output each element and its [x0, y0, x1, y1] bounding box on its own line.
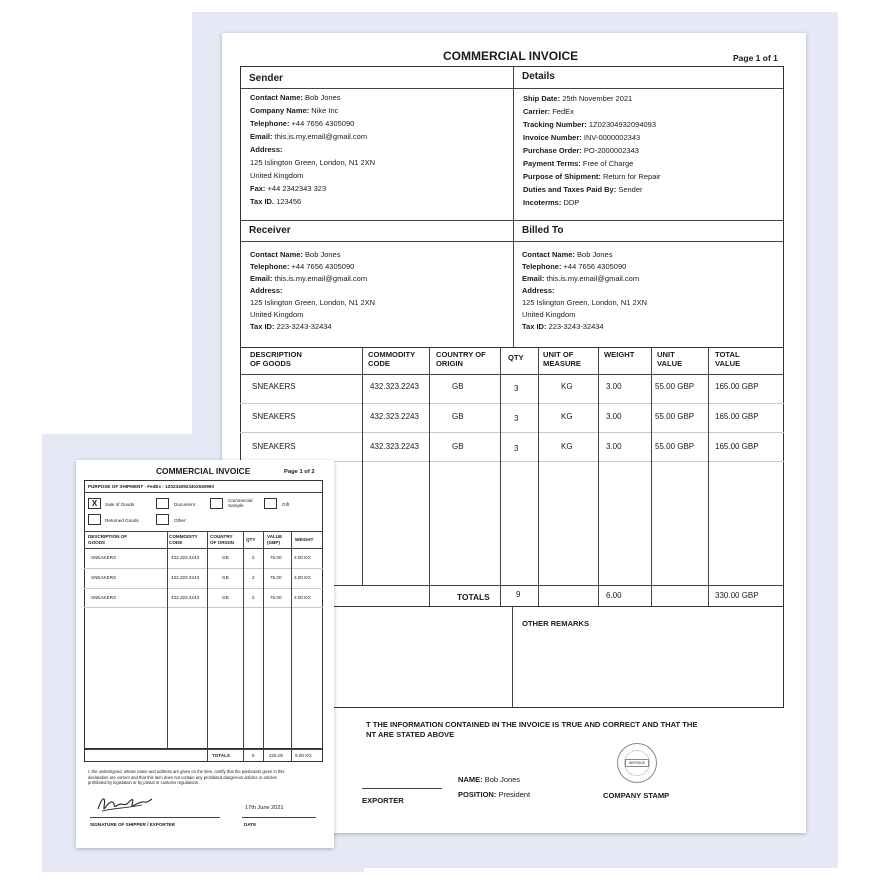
receiver-field-row — [250, 287, 283, 296]
signature-image — [94, 793, 154, 815]
field-label: Address: — [522, 286, 555, 295]
small-invoice-title: COMMERCIAL INVOICE — [156, 466, 251, 476]
company-stamp-label: COMPANY STAMP — [603, 791, 670, 800]
invoice-title: COMMERCIAL INVOICE — [443, 49, 579, 63]
col-divider — [263, 531, 264, 762]
column-header-line: VALUE — [715, 359, 741, 369]
field-label: Payment Terms: — [523, 159, 581, 168]
checkbox-label: Commercial Sample — [228, 498, 253, 509]
details-field-row — [523, 199, 579, 208]
column-header-line: CODE — [368, 359, 390, 369]
row-divider — [240, 403, 784, 404]
table-cell: 3.00 KG — [294, 555, 311, 560]
field-value: 223-3243-32434 — [276, 322, 332, 331]
col-divider — [243, 531, 244, 762]
table-cell: GB — [452, 442, 464, 451]
col-divider — [500, 347, 501, 607]
address-grid-divider — [513, 66, 514, 348]
field-value: FedEx — [552, 107, 574, 116]
field-label: Purchase Order: — [523, 146, 582, 155]
small-totals-weight: 9.00 KG — [295, 753, 312, 758]
table-cell: SNEAKERS — [252, 382, 296, 391]
field-value: 125 Islington Green, London, N1 2XN — [250, 298, 376, 307]
row-divider — [84, 588, 323, 589]
divider — [240, 220, 784, 221]
column-header — [604, 350, 634, 359]
signature-line — [362, 788, 442, 789]
field-value: Bob Jones — [577, 250, 613, 259]
details-field-row — [523, 186, 643, 195]
checkbox-label: Returned Goods — [105, 518, 139, 523]
field-label: Invoice Number: — [523, 133, 582, 142]
billed_to-field-row — [522, 287, 555, 296]
field-label: Contact Name: — [522, 250, 575, 259]
details-field-row — [523, 95, 632, 104]
col-divider — [598, 347, 599, 607]
totals-row — [84, 749, 323, 762]
field-label: Tax ID. — [250, 197, 275, 206]
field-label: Ship Date: — [523, 94, 561, 103]
field-value: 123456 — [276, 197, 302, 206]
column-header — [368, 350, 415, 368]
field-label: Tax ID: — [250, 322, 275, 331]
table-cell: 55.00 GBP — [655, 442, 695, 451]
table-cell: 2 — [252, 555, 255, 560]
column-header — [295, 537, 313, 543]
billed_to-field-row — [522, 299, 647, 308]
column-header — [657, 350, 682, 368]
col-divider — [651, 347, 652, 607]
column-header — [267, 534, 282, 545]
billed_to-field-row — [522, 263, 626, 272]
table-cell: 55.00 GBP — [655, 412, 695, 421]
totals-qty: 9 — [516, 590, 521, 599]
sender-field-row — [250, 146, 283, 155]
column-header-line: DESCRIPTION OF — [88, 534, 128, 539]
column-header — [210, 534, 234, 545]
column-header-line: (GBP) — [267, 539, 281, 545]
field-value: 1Z02304932094093 — [588, 120, 657, 129]
receiver-heading: Receiver — [249, 225, 291, 236]
details-field-row — [523, 108, 574, 117]
sender-field-row — [250, 198, 301, 207]
column-header-line: UNIT — [657, 350, 675, 359]
column-header-line: VALUE — [657, 359, 683, 369]
receiver-field-row — [250, 299, 375, 308]
table-cell: 75.00 — [270, 595, 282, 600]
checkbox-label: Other: — [174, 518, 187, 523]
column-header-line: VALUE — [267, 534, 283, 539]
col-divider — [429, 347, 430, 607]
field-label: Company Name: — [250, 106, 310, 115]
field-value: United Kingdom — [250, 310, 304, 319]
table-cell: GB — [222, 575, 229, 580]
field-value: this.is.my.email@gmail.com — [546, 274, 640, 283]
field-value: +44 2342343 323 — [267, 184, 327, 193]
sender-field-row — [250, 159, 375, 168]
billed_to-field-row — [522, 323, 604, 332]
table-cell: SNEAKERS — [252, 442, 296, 451]
table-cell: 3.00 — [606, 382, 622, 391]
column-header-line: UNIT OF — [543, 350, 574, 359]
column-header-line: WEIGHT — [295, 537, 314, 542]
row-divider — [240, 432, 784, 433]
table-cell: 165.00 GBP — [715, 412, 759, 421]
column-header-line: TOTAL — [715, 350, 740, 359]
table-cell: 2 — [252, 595, 255, 600]
table-cell: SNEAKERS — [91, 575, 117, 580]
checkbox-label: Document — [174, 502, 195, 507]
field-label: Purpose of Shipment: — [523, 172, 601, 181]
totals-label: TOTALS — [457, 592, 490, 602]
receiver-field-row — [250, 275, 367, 284]
field-label: Address: — [250, 286, 283, 295]
table-cell: 55.00 GBP — [655, 382, 695, 391]
sender-field-row — [250, 133, 367, 142]
field-label: Tax ID: — [522, 322, 547, 331]
exporter-label: EXPORTER — [362, 796, 404, 805]
field-label: Carrier: — [523, 107, 551, 116]
other-remarks-label: OTHER REMARKS — [522, 619, 590, 628]
table-cell: KG — [561, 412, 573, 421]
remarks-divider — [512, 606, 513, 708]
checkbox[interactable]: X — [88, 498, 101, 509]
billed_to-field-row — [522, 275, 639, 284]
col-divider — [538, 347, 539, 607]
checkbox[interactable] — [210, 498, 223, 509]
field-value: INV-0000002343 — [583, 133, 641, 142]
signature-label: SIGNATURE OF SHIPPER / EXPORTER — [90, 822, 175, 827]
checkbox[interactable] — [156, 514, 169, 525]
field-value: Bob Jones — [305, 93, 341, 102]
column-header-line: COMMODITY — [368, 350, 416, 359]
field-value: +44 7656 4305090 — [291, 262, 355, 271]
column-header — [508, 353, 524, 362]
table-cell: GB — [452, 412, 464, 421]
page-number: Page 1 of 1 — [733, 53, 778, 63]
signature-date: 17th June 2021 — [245, 805, 284, 811]
details-heading: Details — [522, 71, 555, 82]
field-value: this.is.my.email@gmail.com — [274, 132, 368, 141]
receiver-field-row — [250, 323, 332, 332]
field-label: Email: — [522, 274, 545, 283]
totals-weight: 6.00 — [606, 591, 622, 600]
checkbox[interactable] — [88, 514, 101, 525]
column-header-line: COUNTRY — [210, 534, 233, 539]
field-label: Tracking Number: — [523, 120, 587, 129]
receiver-field-row — [250, 251, 340, 260]
table-cell: 165.00 GBP — [715, 442, 759, 451]
sender-field-row — [250, 94, 340, 103]
column-header — [715, 350, 740, 368]
table-cell: 3.00 — [606, 442, 622, 451]
checkbox[interactable] — [156, 498, 169, 509]
column-header-line: OF GOODS — [250, 359, 291, 369]
sender-field-row — [250, 172, 303, 181]
col-divider — [362, 347, 363, 585]
column-header — [246, 537, 255, 543]
name-value: Bob Jones — [484, 775, 521, 784]
col-divider — [291, 531, 292, 762]
table-header-divider — [240, 374, 784, 375]
field-value: +44 7656 4305090 — [291, 119, 355, 128]
field-label: Telephone: — [250, 119, 290, 128]
column-header-line: QTY — [246, 537, 256, 542]
col-divider — [207, 531, 208, 762]
table-cell: 432.323.2243 — [370, 382, 419, 391]
column-header-line: COMMODITY — [169, 534, 198, 539]
small-page-number: Page 1 of 2 — [284, 469, 315, 475]
name-label: NAME: — [458, 775, 483, 784]
column-header-line: GOODS — [88, 539, 106, 545]
totals-value: 330.00 GBP — [715, 591, 759, 600]
field-value: Sender — [618, 185, 643, 194]
declaration-line-2: NT ARE STATED ABOVE — [366, 730, 455, 739]
details-field-row — [523, 134, 640, 143]
field-value: +44 7656 4305090 — [563, 262, 627, 271]
column-header-line: COUNTRY OF — [436, 350, 486, 359]
table-cell: KG — [561, 442, 573, 451]
table-cell: SNEAKERS — [252, 412, 296, 421]
table-cell: 75.00 — [270, 555, 282, 560]
field-value: 125 Islington Green, London, N1 2XN — [250, 158, 376, 167]
field-value: Return for Repair — [603, 172, 661, 181]
column-header-line: QTY — [508, 353, 524, 362]
details-field-row — [523, 121, 656, 130]
declaration-line: I, the undersigned, whose name and address are given on the item, certify that the particulars given in this — [88, 769, 285, 774]
table-cell: 75.00 — [270, 575, 282, 580]
column-header-line: ORIGIN — [436, 359, 464, 369]
column-header — [88, 534, 127, 545]
billed_to-field-row — [522, 311, 575, 320]
table-cell: 3.00 KG — [294, 595, 311, 600]
divider — [84, 531, 323, 532]
field-label: Telephone: — [250, 262, 290, 271]
field-label: Duties and Taxes Paid By: — [523, 185, 617, 194]
table-cell: 3.00 — [606, 412, 622, 421]
details-field-row — [523, 160, 633, 169]
col-divider — [708, 347, 709, 607]
field-value: 25th November 2021 — [562, 94, 633, 103]
field-label: Address: — [250, 145, 283, 154]
field-label: Contact Name: — [250, 93, 303, 102]
field-value: 125 Islington Green, London, N1 2XN — [522, 298, 648, 307]
divider — [240, 241, 784, 242]
declaration-line: declaration are correct and that this item does not contain any prohibited dangerous articles or articles — [88, 774, 277, 780]
declaration-line: prohibited by legislation or by postal or customs regulations. — [88, 780, 200, 785]
receiver-field-row — [250, 311, 303, 320]
table-cell: GB — [222, 595, 229, 600]
billed_to-field-row — [522, 251, 612, 260]
sender-field-row — [250, 185, 326, 194]
table-cell: 432.323.2243 — [171, 555, 200, 560]
small-totals-label: TOTALS — [212, 753, 230, 758]
checkbox-label: Sale of Goods — [105, 502, 135, 507]
checkbox[interactable] — [264, 498, 277, 509]
field-value: this.is.my.email@gmail.com — [274, 274, 368, 283]
checkbox-label: Gift — [282, 502, 290, 507]
table-cell: 3 — [514, 414, 519, 423]
table-cell: 432.323.2243 — [370, 412, 419, 421]
field-value: 223-3243-32434 — [548, 322, 604, 331]
date-line — [242, 817, 316, 818]
divider — [84, 548, 323, 549]
col-divider — [167, 531, 168, 749]
position-label: POSITION: — [458, 790, 497, 799]
row-divider — [84, 607, 323, 608]
stamp-band: HERITAGE — [625, 759, 649, 767]
field-value: United Kingdom — [522, 310, 576, 319]
table-cell: 3 — [514, 444, 519, 453]
row-divider — [84, 568, 323, 569]
column-header-line: MEASURE — [543, 359, 581, 369]
invoice-page-small — [76, 460, 334, 848]
table-cell: GB — [222, 555, 229, 560]
sender-field-row — [250, 107, 338, 116]
details-field-row — [523, 173, 661, 182]
table-cell: 165.00 GBP — [715, 382, 759, 391]
signature-line — [90, 817, 220, 818]
purpose-line: PURPOSE OF SHIPMENT - FedEx - 1Z02340923402940993 — [88, 484, 214, 489]
field-value: Bob Jones — [305, 250, 341, 259]
declaration-line-1: T THE INFORMATION CONTAINED IN THE INVOICE IS TRUE AND CORRECT AND THAT THE — [366, 720, 698, 729]
table-cell: 432.323.2243 — [370, 442, 419, 451]
field-value: PO-2000002343 — [583, 146, 639, 155]
column-header-line: DESCRIPTION — [250, 350, 302, 359]
sender-heading: Sender — [249, 73, 283, 84]
table-cell: 3.00 KG — [294, 575, 311, 580]
column-header-line: WEIGHT — [604, 350, 635, 359]
field-value: Free of Charge — [582, 159, 634, 168]
divider — [240, 88, 784, 89]
field-label: Email: — [250, 132, 273, 141]
field-label: Contact Name: — [250, 250, 303, 259]
column-header-line: CODE — [169, 539, 183, 545]
column-header — [436, 350, 486, 368]
table-cell: SNEAKERS — [91, 555, 117, 560]
table-cell: SNEAKERS — [91, 595, 117, 600]
field-label: Email: — [250, 274, 273, 283]
table-cell: 3 — [514, 384, 519, 393]
column-header — [169, 534, 198, 545]
company-stamp-seal — [617, 743, 657, 783]
table-cell: 432.323.2243 — [171, 575, 200, 580]
receiver-field-row — [250, 263, 354, 272]
table-cell: 2 — [252, 575, 255, 580]
field-value: DDP — [563, 198, 580, 207]
date-label: DATE — [244, 822, 257, 827]
field-label: Incoterms: — [523, 198, 562, 207]
table-cell: GB — [452, 382, 464, 391]
position-value: President — [498, 790, 531, 799]
column-header — [543, 350, 581, 368]
billed-to-heading: Billed To — [522, 225, 564, 236]
divider — [84, 492, 323, 493]
details-field-row — [523, 147, 639, 156]
sender-field-row — [250, 120, 354, 129]
column-header — [250, 350, 302, 368]
table-cell: 432.323.2243 — [171, 595, 200, 600]
table-cell: KG — [561, 382, 573, 391]
small-totals-value: 225.00 — [269, 753, 284, 758]
field-label: Fax: — [250, 184, 266, 193]
field-value: United Kingdom — [250, 171, 304, 180]
field-label: Telephone: — [522, 262, 562, 271]
field-value: Nike Inc — [311, 106, 339, 115]
small-totals-qty: 6 — [252, 753, 255, 758]
column-header-line: OF ORIGIN — [210, 539, 234, 545]
